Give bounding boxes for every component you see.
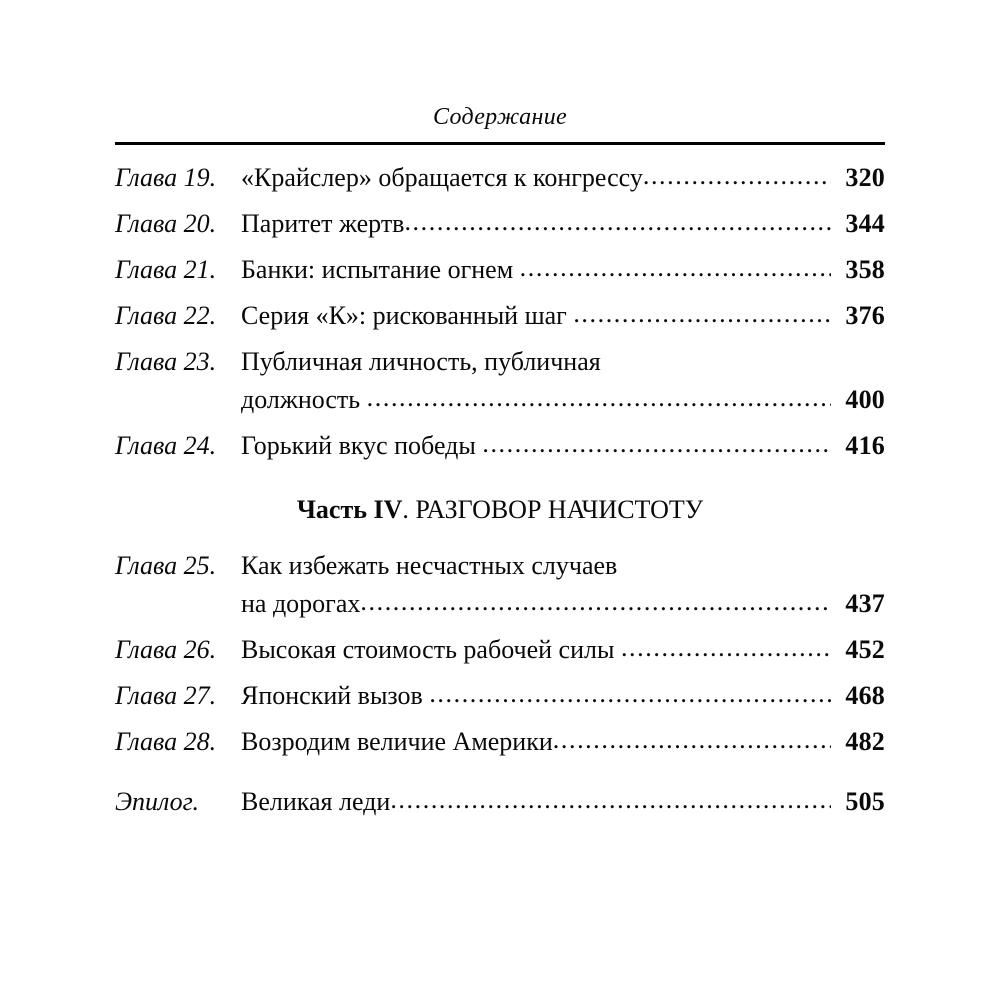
toc-entry[interactable] bbox=[115, 251, 885, 289]
page-content bbox=[115, 104, 885, 829]
part-heading-separator: . bbox=[402, 495, 416, 525]
dot-leader bbox=[643, 157, 831, 195]
toc-entry-label: Глава 27. bbox=[115, 681, 217, 711]
toc-entry-title-line bbox=[241, 585, 885, 623]
toc-entry-title-line bbox=[241, 297, 885, 335]
toc-entry-label: Глава 24. bbox=[115, 431, 217, 461]
toc-entry-title: Как избежать несчастных случаев bbox=[241, 551, 618, 581]
dot-leader bbox=[360, 583, 831, 621]
toc-entry-body bbox=[241, 783, 885, 821]
toc-entry[interactable] bbox=[115, 297, 885, 335]
toc-entry-body bbox=[241, 343, 885, 419]
toc-entry-label: Глава 21. bbox=[115, 255, 217, 285]
dot-leader bbox=[520, 249, 831, 287]
toc-entry-body bbox=[241, 205, 885, 243]
toc-entry-title: Серия «К»: рискованный шаг bbox=[241, 301, 574, 331]
dot-leader bbox=[553, 721, 831, 759]
toc-entry-body bbox=[241, 251, 885, 289]
toc-entry-page-number: 320 bbox=[845, 163, 885, 193]
part-heading-number: Часть IV bbox=[296, 495, 403, 525]
toc-entry-body bbox=[241, 631, 885, 669]
header-rule bbox=[115, 142, 885, 145]
toc-entry-title: Великая леди bbox=[241, 787, 391, 817]
toc-entry-label: Эпилог. bbox=[115, 787, 199, 817]
toc-entry-title: Высокая стоимость рабочей силы bbox=[241, 635, 621, 665]
toc-entry[interactable] bbox=[115, 547, 885, 623]
toc-entry-title-line bbox=[241, 159, 885, 197]
toc-entry-page-number: 482 bbox=[845, 727, 885, 757]
toc-entry-page-number: 358 bbox=[845, 255, 885, 285]
dot-leader bbox=[390, 781, 831, 819]
toc-entry[interactable] bbox=[115, 723, 885, 761]
toc-entry-title-line bbox=[241, 677, 885, 715]
part-heading bbox=[115, 491, 885, 529]
toc-entry-page-number: 416 bbox=[845, 431, 885, 461]
toc-entry-title: Паритет жертв bbox=[241, 209, 405, 239]
toc-entry-body bbox=[241, 427, 885, 465]
toc-entry-title: Банки: испытание огнем bbox=[241, 255, 520, 285]
dot-leader bbox=[573, 295, 831, 333]
toc-entry-title: на дорогах bbox=[241, 589, 361, 619]
dot-leader bbox=[482, 425, 831, 463]
toc-entry-page-number: 468 bbox=[845, 681, 885, 711]
toc-entry-title-line bbox=[241, 251, 885, 289]
toc-entry-title: Японский вызов bbox=[241, 681, 430, 711]
toc-entry-title: Публичная личность, публичная bbox=[241, 347, 601, 377]
toc-entry[interactable] bbox=[115, 159, 885, 197]
toc-entry-body bbox=[241, 159, 885, 197]
dot-leader bbox=[621, 629, 831, 667]
toc-entry-page-number: 452 bbox=[845, 635, 885, 665]
toc-entry-title-line-wrapped bbox=[241, 343, 885, 381]
toc-entry-label: Глава 28. bbox=[115, 727, 217, 757]
toc-entry-body bbox=[241, 723, 885, 761]
toc-entry-title-line bbox=[241, 427, 885, 465]
toc-entry-title-line bbox=[241, 783, 885, 821]
toc-entry-page-number: 400 bbox=[845, 385, 885, 415]
toc-entry-body bbox=[241, 677, 885, 715]
toc-entry-page-number: 376 bbox=[845, 301, 885, 331]
toc-entry-title: Возродим величие Америки bbox=[241, 727, 553, 757]
toc-entry[interactable] bbox=[115, 783, 885, 821]
table-of-contents bbox=[115, 159, 885, 821]
running-head: Содержание bbox=[433, 104, 567, 130]
toc-entry-label: Глава 26. bbox=[115, 635, 217, 665]
part-heading-title: РАЗГОВОР НАЧИСТОТУ bbox=[415, 495, 704, 525]
dot-leader bbox=[404, 203, 831, 241]
toc-entry-title-line-wrapped bbox=[241, 547, 885, 585]
toc-entry-body bbox=[241, 547, 885, 623]
toc-entry-title: «Крайслер» обращается к конгрессу bbox=[241, 163, 643, 193]
toc-entry[interactable] bbox=[115, 205, 885, 243]
toc-entry-title-line bbox=[241, 205, 885, 243]
toc-entry[interactable] bbox=[115, 343, 885, 419]
toc-entry-page-number: 505 bbox=[845, 787, 885, 817]
toc-entry-title-line bbox=[241, 723, 885, 761]
toc-entry-label: Глава 25. bbox=[115, 551, 217, 581]
toc-entry-title: Горький вкус победы bbox=[241, 431, 483, 461]
toc-entry[interactable] bbox=[115, 427, 885, 465]
toc-entry[interactable] bbox=[115, 631, 885, 669]
toc-entry[interactable] bbox=[115, 677, 885, 715]
dot-leader bbox=[367, 379, 831, 417]
toc-entry-label: Глава 20. bbox=[115, 209, 217, 239]
toc-entry-label: Глава 22. bbox=[115, 301, 217, 331]
toc-entry-title: должность bbox=[241, 385, 367, 415]
dot-leader bbox=[429, 675, 831, 713]
toc-entry-label: Глава 19. bbox=[115, 163, 217, 193]
toc-entry-title-line bbox=[241, 381, 885, 419]
toc-entry-label: Глава 23. bbox=[115, 347, 217, 377]
toc-entry-page-number: 437 bbox=[845, 589, 885, 619]
toc-entry-body bbox=[241, 297, 885, 335]
toc-entry-page-number: 344 bbox=[845, 209, 885, 239]
toc-entry-title-line bbox=[241, 631, 885, 669]
